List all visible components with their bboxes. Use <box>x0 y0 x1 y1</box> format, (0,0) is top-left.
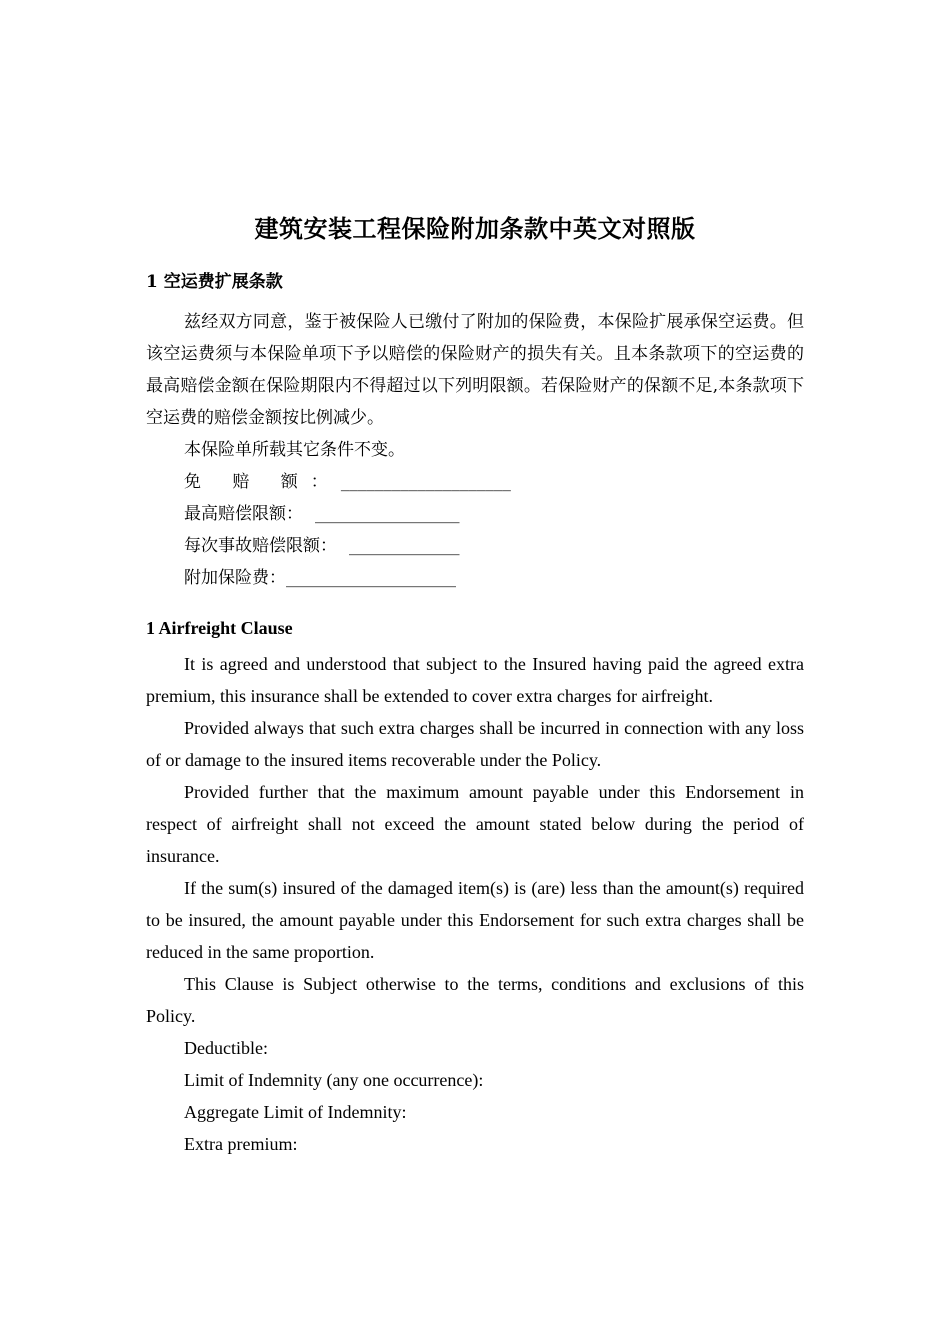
en-paragraph: Provided further that the maximum amount payable under this Endorsement in respect of airfreight shall not exceed the amount stated below during the period of insurance. <box>146 782 804 866</box>
cn-field-extra-premium <box>146 562 804 594</box>
cn-field-blank: _________________ <box>315 504 460 524</box>
cn-field-label: 附加保险费： <box>184 568 286 588</box>
cn-field-label: 最高赔偿限额： <box>184 504 303 524</box>
en-paragraph: It is agreed and understood that subject to the Insured having paid the agreed extra premium, this insurance shall be extended to cover extra charges for airfreight. <box>146 654 804 706</box>
cn-field-blank: ____________________ <box>286 568 456 588</box>
en-paragraph: Provided always that such extra charges shall be incurred in connection with any loss of or damage to the insured items recoverable under the Policy. <box>146 718 804 770</box>
document-title: 建筑安装工程保险附加条款中英文对照版 <box>254 215 696 243</box>
cn-field-deductible <box>146 466 804 498</box>
cn-field-blank: _____________ <box>349 536 460 556</box>
cn-field-per-occurrence-limit <box>146 530 804 562</box>
cn-field-label: 免 赔 额： <box>184 472 341 492</box>
cn-section-heading: 1 空运费扩展条款 <box>146 272 283 292</box>
en-field-limit-of-indemnity: Limit of Indemnity (any one occurrence): <box>184 1070 484 1090</box>
en-paragraph: If the sum(s) insured of the damaged item(s) is (are) less than the amount(s) required to be insured, the amount payable under this Endorsement for such extra charges shall be reduced in the same proportion. <box>146 878 804 962</box>
en-section-heading: 1 Airfreight Clause <box>146 618 293 638</box>
en-field-aggregate-limit: Aggregate Limit of Indemnity: <box>184 1102 407 1122</box>
cn-field-max-limit <box>146 498 804 530</box>
cn-field-blank: ____________________ <box>340 472 511 492</box>
cn-paragraph: 本保险单所载其它条件不变。 <box>184 440 405 460</box>
cn-field-label: 每次事故赔偿限额： <box>184 536 337 556</box>
en-paragraph: This Clause is Subject otherwise to the terms, conditions and exclusions of this Policy. <box>146 974 804 1026</box>
en-field-deductible: Deductible: <box>184 1038 268 1058</box>
en-field-extra-premium: Extra premium: <box>184 1134 298 1154</box>
cn-paragraph: 兹经双方同意，鉴于被保险人已缴付了附加的保险费，本保险扩展承保空运费。但该空运费须与本保险单项下予以赔偿的保险财产的损失有关。且本条款项下的空运费的最高赔偿金额在保险期限内不得超过以下列明限额。若保险财产的保额不足,本条款项下空运费的赔偿金额按比例减少。 <box>146 312 804 428</box>
document-body <box>146 266 804 1160</box>
